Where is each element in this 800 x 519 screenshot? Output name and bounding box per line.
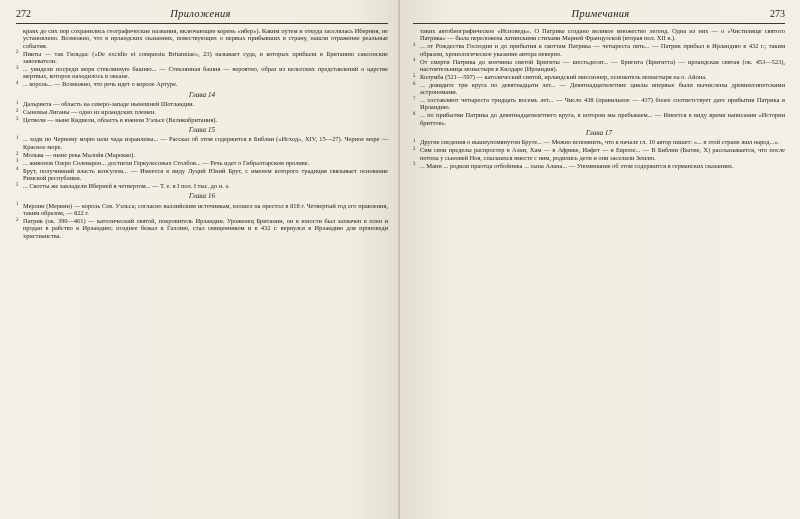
footnote-text: Мерлин (Мервин) — король Сев. Уэльса; согласно валлийским источникам, взошел на престол в 818 г. Четвертый год его правления, таким образом, — 822 г. bbox=[23, 202, 388, 217]
footnote-text: ... ходи по Черному морю шли чада израилевы... — Рассказ об этом содержится в Библии («Исход», XIV, 15—27). Черное море — Красное море. bbox=[23, 136, 388, 151]
footnote bbox=[16, 109, 388, 116]
footnote-text: Пикты — так Гильдас («De excidio et conquestu Britanniae», 23) называет суда, в которых прибыли в Британию саксонские завоеватели. bbox=[23, 50, 388, 65]
chapter-15-notes bbox=[16, 136, 388, 190]
footnote-text: краях до сих пор сохранились географические названия, включающие корень «ибер»). Каким путем и откуда заселялась Иберния, не установлено. Возможно, что в ирландских сказаниях, повествующих о первых прибывших в страну, нашли отражение реальные события. bbox=[23, 28, 388, 50]
page-number: 273 bbox=[770, 9, 785, 20]
footnote bbox=[413, 163, 785, 170]
footnote-number: 4 bbox=[16, 167, 19, 173]
footnote bbox=[16, 203, 388, 218]
footnote bbox=[413, 43, 785, 58]
chapter-17-notes bbox=[413, 139, 785, 170]
footnote-number: 2 bbox=[16, 108, 19, 114]
footnote-number: 3 bbox=[16, 116, 19, 122]
footnote-number: 5 bbox=[16, 182, 19, 188]
footnote-number: 3 bbox=[16, 65, 19, 71]
footnote bbox=[16, 218, 388, 240]
footnote-text: таких автобиографическое «Исповедь». О Патрике создано великое множество легенд. Одна из них — о «Чистилище святого Патрика» — была переложена латинскими стихами Марией Французской (вторая пол. XII в.). bbox=[420, 28, 785, 43]
footnote-text: ... Манн ... родили праотца отбойника ... сына Алана... — Упоминание об этом содержится в германских сказаниях. bbox=[420, 162, 734, 170]
footnote bbox=[16, 160, 388, 167]
footnote-text: ... живопов Озеро Солеварен... достигли Геркулесовых Столбов... — Речь идет о Гибралтарском проливе. bbox=[23, 159, 310, 167]
chapter-heading: Глава 15 bbox=[188, 126, 216, 135]
footnote-number: 1 bbox=[413, 139, 416, 145]
page-body bbox=[413, 28, 785, 170]
running-head bbox=[413, 9, 785, 24]
running-head bbox=[16, 9, 388, 24]
running-title: Приложения bbox=[170, 9, 231, 20]
chapter-14-notes bbox=[16, 101, 388, 124]
footnote bbox=[413, 74, 785, 81]
footnote bbox=[16, 101, 388, 108]
footnote-text: Дальриета — область на северо-западе нынешней Шотландии. bbox=[23, 100, 195, 108]
footnote-text: Колумба (521—597) — католический святой, ирландский миссионер, основатель монастыря на о. Айона. bbox=[420, 73, 707, 81]
chapter-16-notes bbox=[16, 203, 388, 240]
footnote bbox=[413, 139, 785, 146]
footnote bbox=[16, 81, 388, 88]
footnote-text: ... по прибытии Патрика до девятнадцатилетнего круга, в котором мы пребываем... — Имеется в виду время написания «Истории бриттов». bbox=[420, 112, 785, 127]
footnote-number: 1 bbox=[16, 136, 19, 142]
footnote-text: Другие сведения о вышеупомянутом Бруте... — Можно вспомнить, что в начале гл. 10 автор пишет: «... в этой стране жил народ...». bbox=[420, 139, 780, 147]
footnote bbox=[413, 97, 785, 112]
footnote-number: 2 bbox=[16, 151, 19, 157]
footnote-text: Патрик (ок. 390—461) — католический святой, покровитель Ирландии. Уроженец Британии, он в юности был захвачен в плен и продан в рабство в Ирландию; позднее бежал в Галлию, стал священником и в 432 г. вернулся в Ирландию для проповеди христианства. bbox=[23, 217, 388, 240]
footnote bbox=[16, 136, 388, 151]
footnote-text: Брут, получивший власть консулом... — Имеется в виду Луций Юний Брут, с именем которого традиция связывает основание Римской республики. bbox=[23, 167, 388, 182]
footnote-text: ... составляют четыреста тридцать восемь лет... — Число 438 (правильное — 437) более соответствует дате прибытия Патрика в Ирландию. bbox=[420, 97, 785, 112]
footnote-number: 2 bbox=[16, 217, 19, 223]
footnote-text: Сыновья Лиганы — одно из ирландских племен. bbox=[23, 108, 156, 116]
footnote bbox=[413, 112, 785, 127]
footnote-number: 4 bbox=[413, 58, 416, 64]
footnote-text: ... король... — Возможно, что речь идет о короле Артуре. bbox=[23, 81, 178, 89]
footnote bbox=[16, 66, 388, 81]
footnote-number: 2 bbox=[413, 147, 416, 153]
footnote-text: ... увидели посреди моря стеклянную башню... — Стеклянная башня — вероятно, образ из кельтских представлений о царстве мертвых, которое находилось в океане. bbox=[23, 65, 388, 81]
footnote-number: 5 bbox=[413, 73, 416, 79]
footnote-number: 3 bbox=[413, 43, 416, 49]
chapter-heading: Глава 14 bbox=[188, 90, 216, 99]
footnote-text: Сим свои пределы распростер в Азии, Хам — в Африке, Иафет — в Европе... — В Библии (Бытие, X) рассказывается, что после потопа у сыновей Ноя, спасшихся вместе с ним, родились дети и они заселили Землю. bbox=[420, 147, 785, 162]
footnote-text: Мольва — ныне река Малойя (Марокко). bbox=[23, 151, 135, 159]
footnote-number: 2 bbox=[16, 50, 19, 56]
footnote-number: 4 bbox=[16, 81, 19, 86]
footnote bbox=[413, 147, 785, 162]
footnote-number: 1 bbox=[16, 202, 19, 208]
footnote bbox=[413, 82, 785, 97]
footnote bbox=[16, 152, 388, 159]
footnote-text: ... Скотты же завладели Иберией в четвертом... — Т. е. в I пол. I тыс. до н. э. bbox=[23, 182, 230, 190]
right-page bbox=[400, 0, 800, 519]
footnote bbox=[16, 168, 388, 183]
page-body bbox=[16, 28, 388, 240]
footnote-number: 8 bbox=[413, 112, 416, 118]
running-title: Примечания bbox=[571, 9, 630, 20]
footnote bbox=[16, 117, 388, 124]
lead-notes bbox=[16, 28, 388, 89]
footnote-text: ... довидите три круга по девятнадцати лет... — Девятнадцатилетние циклы впервые были вычислены древнеегипетскими астрономами. bbox=[420, 81, 785, 97]
footnote-number: 3 bbox=[413, 162, 416, 168]
footnote bbox=[413, 28, 785, 43]
footnote-text: Цетвели — ныне Кидвели, область в южном Уэльсе (Великобритания). bbox=[23, 116, 218, 124]
footnote bbox=[16, 51, 388, 66]
footnote-text: От смерти Патрика до кончины святой Бригиты — шестьдесят... — Бригита (Бригитта) — ирландская святая (ок. 453—523), настоятельница монастыря в Килдаре (Ирландия). bbox=[420, 58, 785, 73]
footnote bbox=[16, 28, 388, 50]
chapter-heading: Глава 17 bbox=[585, 129, 613, 138]
footnote bbox=[16, 183, 388, 190]
lead-notes bbox=[413, 28, 785, 127]
footnote-number: 1 bbox=[16, 100, 19, 106]
footnote-number: 7 bbox=[413, 96, 416, 102]
page-number: 272 bbox=[16, 9, 31, 20]
footnote bbox=[413, 59, 785, 74]
footnote-text: ... от Рождества Господня и до прибытия к скоттам Патрика — четыреста пять... — Патрик прибыл в Ирландию в 432 г.; таким образом, хронологическое указание автора неверно. bbox=[420, 43, 785, 58]
chapter-heading: Глава 16 bbox=[188, 192, 216, 201]
footnote-number: 6 bbox=[413, 81, 416, 87]
footnote-number: 3 bbox=[16, 159, 19, 165]
